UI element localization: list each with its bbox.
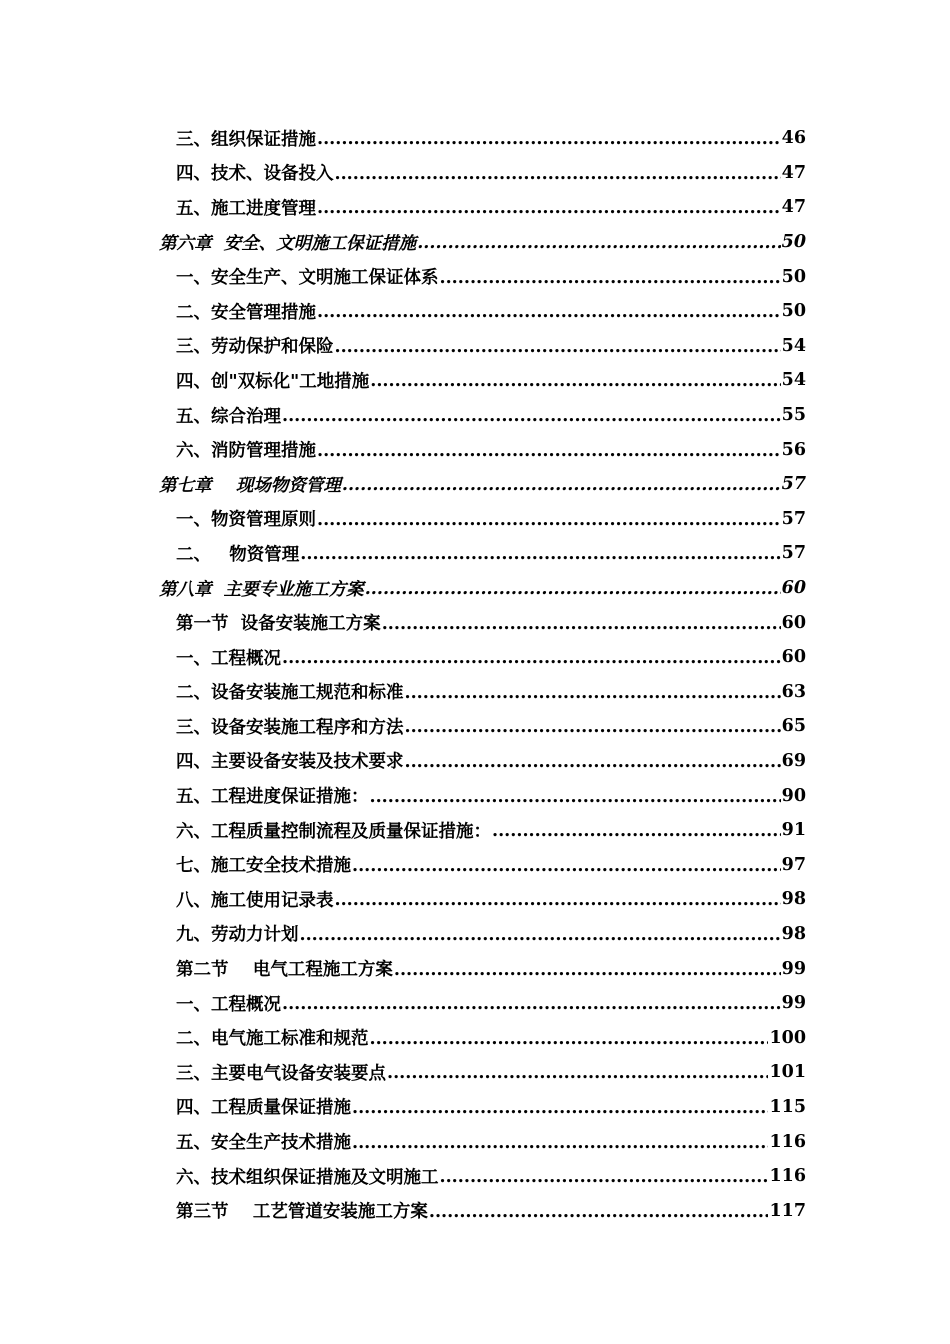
toc-dot-leader	[317, 302, 781, 322]
toc-page-number: 50	[781, 232, 806, 253]
toc-entry-title: 第二节 电气工程施工方案	[176, 960, 393, 981]
toc-entry-title: 三、组织保证措施	[176, 129, 316, 150]
toc-page-number: 99	[781, 958, 806, 979]
toc-entry-title: 三、主要电气设备安装要点	[176, 1063, 386, 1084]
toc-entry-title: 第八章 主要专业施工方案	[159, 579, 364, 600]
toc-entry-title: 一、物资管理原则	[176, 510, 316, 531]
toc-page-number: 54	[781, 335, 806, 356]
toc-page-number: 57	[781, 508, 806, 529]
toc-dot-leader	[342, 475, 781, 495]
toc-entry[interactable]	[0, 882, 806, 917]
toc-dot-leader	[370, 371, 780, 391]
toc-dot-leader	[405, 683, 781, 703]
toc-entry[interactable]	[0, 259, 806, 294]
toc-entry[interactable]	[0, 363, 806, 398]
toc-entry[interactable]	[0, 329, 806, 364]
toc-page-number: 54	[781, 370, 806, 391]
toc-entry-title: 三、劳动保护和保险	[176, 337, 334, 358]
toc-page-number: 69	[781, 750, 806, 771]
toc-entry[interactable]	[0, 1055, 806, 1090]
toc-dot-leader	[352, 856, 781, 876]
toc-entry-title: 六、技术组织保证措施及文明施工	[176, 1167, 439, 1188]
toc-dot-leader	[335, 890, 781, 910]
toc-entry[interactable]	[0, 1193, 806, 1228]
toc-entry-title: 六、工程质量控制流程及质量保证措施：	[176, 821, 491, 842]
toc-entry-title: 五、工程进度保证措施：	[176, 787, 369, 808]
toc-page-number: 46	[781, 128, 806, 149]
toc-entry-title: 二、电气施工标准和规范	[176, 1029, 369, 1050]
toc-dot-leader	[282, 994, 781, 1014]
toc-entry-title: 七、施工安全技术措施	[176, 856, 351, 877]
toc-entry-title: 五、综合治理	[176, 406, 281, 427]
toc-page-number: 55	[781, 405, 806, 426]
toc-entry-title: 五、安全生产技术措施	[176, 1133, 351, 1154]
toc-entry[interactable]	[0, 951, 806, 986]
toc-entry-title: 四、主要设备安装及技术要求	[176, 752, 404, 773]
toc-page-number: 97	[781, 854, 806, 875]
toc-entry-title: 四、技术、设备投入	[176, 164, 334, 185]
toc-page-number: 116	[769, 1131, 806, 1152]
toc-entry-title: 第六章 安全、文明施工保证措施	[159, 233, 417, 254]
toc-page-number: 116	[769, 1166, 806, 1187]
toc-entry[interactable]	[0, 121, 806, 156]
toc-entry-title: 一、工程概况	[176, 648, 281, 669]
toc-entry-title: 六、消防管理措施	[176, 441, 316, 462]
toc-entry[interactable]	[0, 502, 806, 537]
toc-page-number: 65	[781, 716, 806, 737]
toc-entry-title: 第七章 现场物资管理	[159, 475, 341, 496]
toc-entry-title: 二、安全管理措施	[176, 302, 316, 323]
toc-dot-leader	[300, 925, 781, 945]
toc-entry-title: 四、工程质量保证措施	[176, 1098, 351, 1119]
toc-entry-title: 二、 物资管理	[176, 544, 300, 565]
toc-dot-leader	[282, 406, 781, 426]
toc-entry[interactable]	[0, 1124, 806, 1159]
toc-dot-leader	[282, 648, 781, 668]
toc-dot-leader	[387, 1063, 768, 1083]
toc-entry[interactable]	[0, 605, 806, 640]
toc-page-number: 90	[781, 785, 806, 806]
toc-entry[interactable]	[0, 986, 806, 1021]
toc-entry-title: 二、设备安装施工规范和标准	[176, 683, 404, 704]
toc-dot-leader	[405, 752, 781, 772]
toc-dot-leader	[352, 1133, 768, 1153]
toc-page-number: 99	[781, 993, 806, 1014]
toc-dot-leader	[382, 614, 781, 634]
toc-entry[interactable]	[0, 536, 806, 571]
toc-dot-leader	[370, 787, 781, 807]
toc-dot-leader	[300, 544, 780, 564]
toc-dot-leader	[492, 821, 781, 841]
toc-dot-leader	[317, 198, 781, 218]
toc-entry[interactable]	[0, 847, 806, 882]
toc-entry-title: 三、设备安装施工程序和方法	[176, 717, 404, 738]
toc-page-number: 47	[781, 197, 806, 218]
toc-dot-leader	[417, 233, 780, 253]
toc-page-number: 98	[781, 889, 806, 910]
toc-entry[interactable]	[0, 709, 806, 744]
toc-page-number: 60	[781, 612, 806, 633]
toc-page-number: 60	[781, 647, 806, 668]
toc-entry[interactable]	[0, 917, 806, 952]
toc-entry[interactable]	[0, 190, 806, 225]
toc-page-number: 60	[781, 578, 806, 599]
toc-dot-leader	[370, 1029, 769, 1049]
toc-dot-leader	[317, 129, 781, 149]
toc-entry-title: 八、施工使用记录表	[176, 890, 334, 911]
toc-page-number: 98	[781, 923, 806, 944]
toc-dot-leader	[440, 268, 781, 288]
toc-dot-leader	[317, 510, 781, 530]
toc-entry-title: 九、劳动力计划	[176, 925, 299, 946]
toc-entry[interactable]	[0, 1020, 806, 1055]
toc-page-number: 50	[781, 266, 806, 287]
toc-entry[interactable]	[0, 675, 806, 710]
toc-dot-leader	[405, 717, 781, 737]
toc-entry[interactable]	[0, 1159, 806, 1194]
toc-entry-title: 四、创"双标化"工地措施	[176, 371, 370, 392]
toc-dot-leader	[335, 337, 781, 357]
toc-page-number: 47	[781, 162, 806, 183]
toc-dot-leader	[317, 441, 781, 461]
table-of-contents	[0, 121, 950, 1228]
toc-page-number: 91	[781, 820, 806, 841]
toc-entry[interactable]	[0, 432, 806, 467]
toc-dot-leader	[440, 1167, 769, 1187]
toc-page-number: 115	[769, 1096, 806, 1117]
toc-chapter-entry[interactable]	[0, 571, 806, 606]
toc-entry-title: 第三节 工艺管道安装施工方案	[176, 1202, 428, 1223]
toc-page-number: 57	[781, 474, 806, 495]
toc-page-number: 56	[781, 439, 806, 460]
toc-entry[interactable]	[0, 1090, 806, 1125]
toc-dot-leader	[394, 960, 781, 980]
toc-page-number: 101	[769, 1062, 806, 1083]
toc-entry[interactable]	[0, 156, 806, 191]
toc-entry[interactable]	[0, 778, 806, 813]
toc-dot-leader	[365, 579, 781, 599]
toc-entry[interactable]	[0, 813, 806, 848]
toc-dot-leader	[352, 1098, 768, 1118]
toc-entry-title: 第一节 设备安装施工方案	[176, 614, 381, 635]
toc-entry[interactable]	[0, 398, 806, 433]
toc-page-number: 57	[781, 543, 806, 564]
toc-entry-title: 一、安全生产、文明施工保证体系	[176, 268, 439, 289]
toc-entry-title: 五、施工进度管理	[176, 198, 316, 219]
toc-entry-title: 一、工程概况	[176, 994, 281, 1015]
toc-dot-leader	[429, 1202, 769, 1222]
toc-page-number: 117	[769, 1200, 806, 1221]
toc-chapter-entry[interactable]	[0, 225, 806, 260]
toc-entry[interactable]	[0, 640, 806, 675]
toc-chapter-entry[interactable]	[0, 467, 806, 502]
toc-page-number: 100	[769, 1027, 806, 1048]
toc-page-number: 50	[781, 301, 806, 322]
toc-entry[interactable]	[0, 294, 806, 329]
toc-page-number: 63	[781, 681, 806, 702]
toc-entry[interactable]	[0, 744, 806, 779]
toc-dot-leader	[335, 164, 781, 184]
